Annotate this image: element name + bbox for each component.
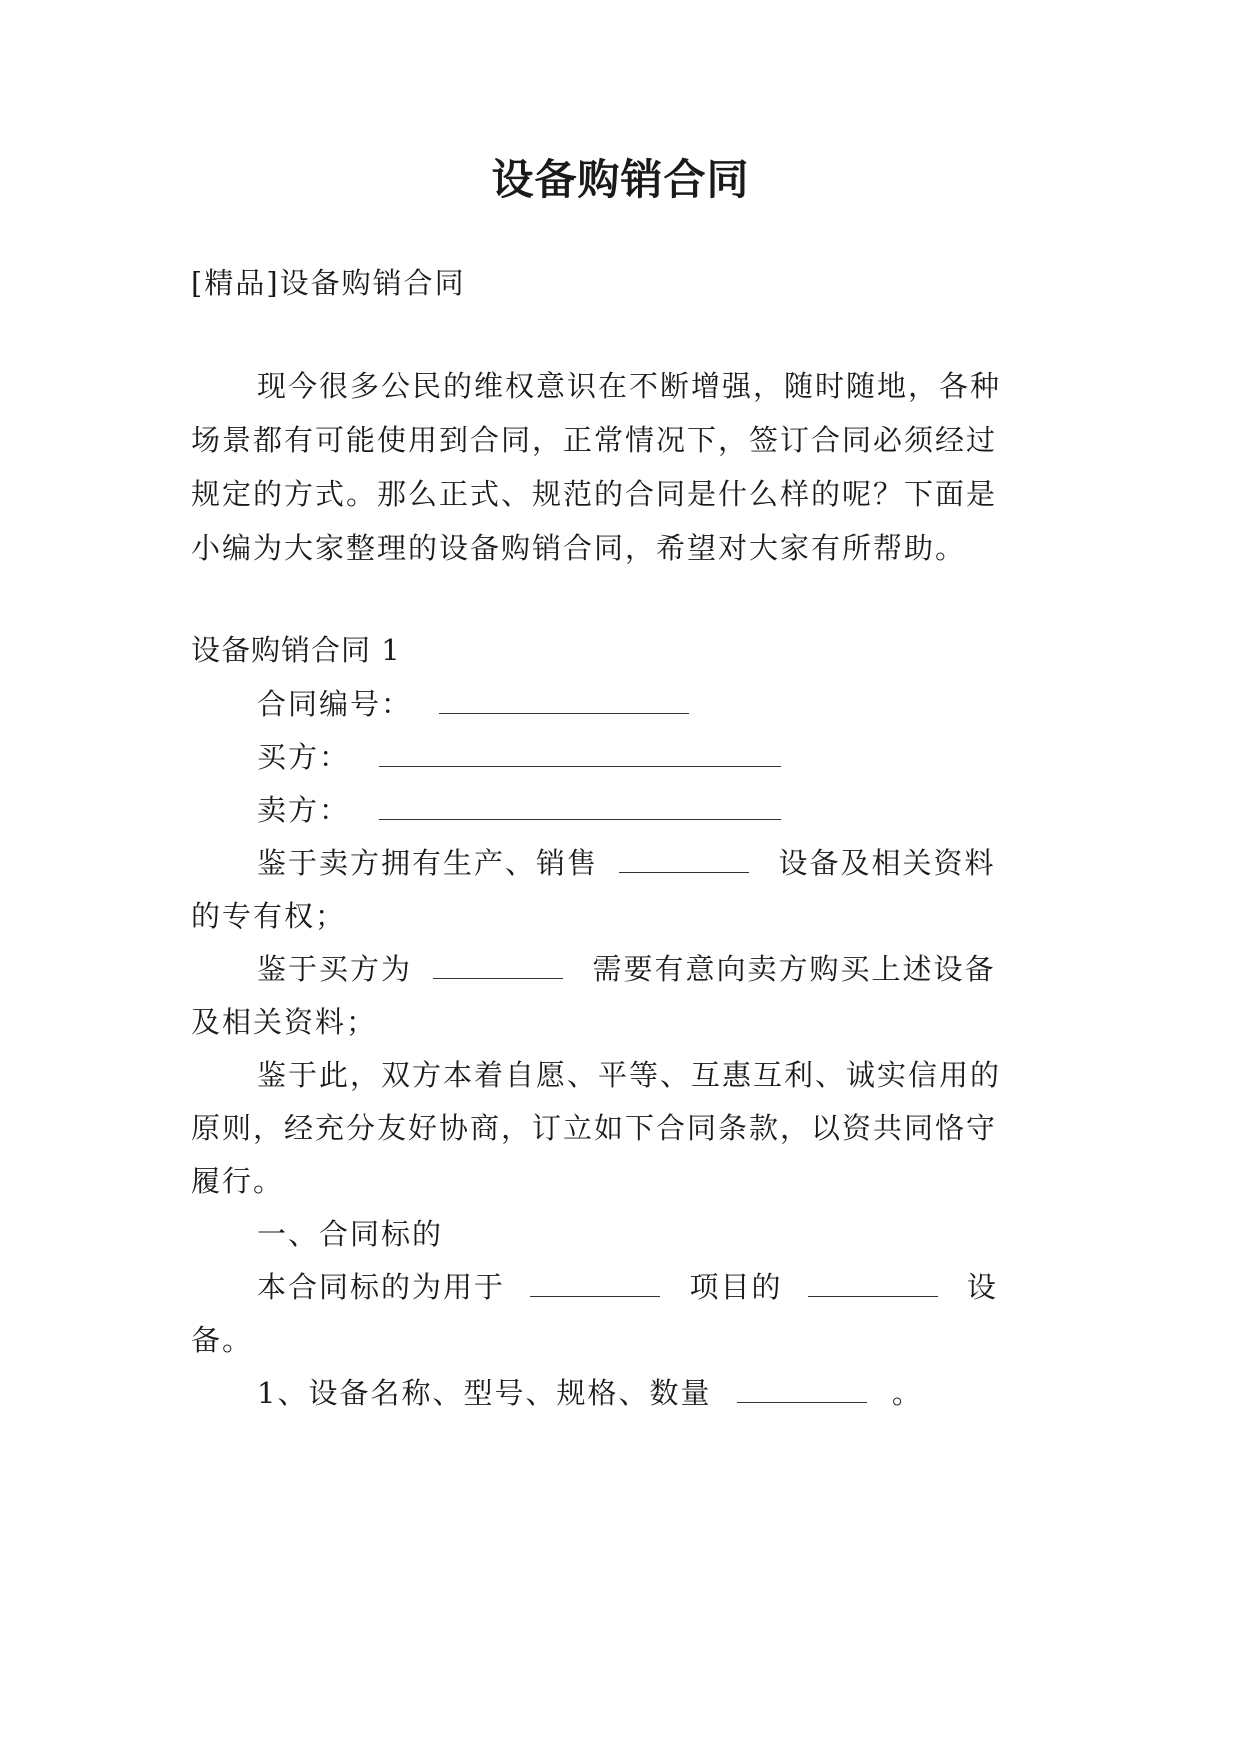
agreement-line-2: 原则，经充分友好协商，订立如下合同条款，以资共同恪守 [191,1111,998,1145]
buyer-purpose-blank[interactable] [433,954,563,979]
item-1-blank[interactable] [737,1378,867,1403]
whereas-seller-prefix: 鉴于卖方拥有生产、销售 [257,846,599,880]
whereas-buyer-continuation: 及相关资料； [191,1005,378,1039]
whereas-seller-suffix: 设备及相关资料 [778,846,996,880]
intro-line-3: 规定的方式。那么正式、规范的合同是什么样的呢？下面是 [191,477,998,511]
subject-middle: 项目的 [689,1270,783,1304]
agreement-line-1: 鉴于此，双方本着自愿、平等、互惠互利、诚实信用的 [257,1058,1002,1092]
contract-number-row [257,684,689,724]
subject-prefix: 本合同标的为用于 [257,1270,506,1304]
buyer-blank[interactable] [379,742,781,767]
whereas-seller-continuation: 的专有权； [191,899,347,933]
seller-product-blank[interactable] [619,848,749,873]
item-1-prefix: 1、设备名称、型号、规格、数量 [257,1376,712,1410]
seller-row [257,790,781,830]
item-1-suffix: 。 [891,1376,923,1410]
intro-line-1: 现今很多公民的维权意识在不断增强，随时随地，各种 [257,369,1002,403]
whereas-seller-row [257,843,995,883]
buyer-row [257,737,781,777]
buyer-label: 买方： [257,740,351,774]
seller-blank[interactable] [379,795,781,820]
whereas-buyer-row [257,949,995,989]
subject-suffix: 设 [966,1270,998,1304]
subject-continuation: 备。 [191,1323,254,1357]
document-subtitle: [精品]设备购销合同 [191,266,466,300]
item-1-row [257,1373,923,1413]
document-title: 设备购销合同 [491,155,750,204]
intro-line-2: 场景都有可能使用到合同，正常情况下，签订合同必须经过 [191,423,998,457]
seller-label: 卖方： [257,793,351,827]
agreement-line-3: 履行。 [191,1164,285,1198]
article-1-heading: 一、合同标的 [257,1217,444,1251]
equipment-blank[interactable] [808,1272,938,1297]
whereas-buyer-prefix: 鉴于买方为 [257,952,413,986]
intro-line-4: 小编为大家整理的设备购销合同，希望对大家有所帮助。 [191,531,967,565]
section-heading: 设备购销合同 1 [191,633,401,667]
whereas-buyer-suffix: 需要有意向卖方购买上述设备 [592,952,996,986]
contract-number-blank[interactable] [439,689,689,714]
subject-row [257,1267,998,1307]
project-blank[interactable] [530,1272,660,1297]
contract-number-label: 合同编号： [257,687,413,721]
